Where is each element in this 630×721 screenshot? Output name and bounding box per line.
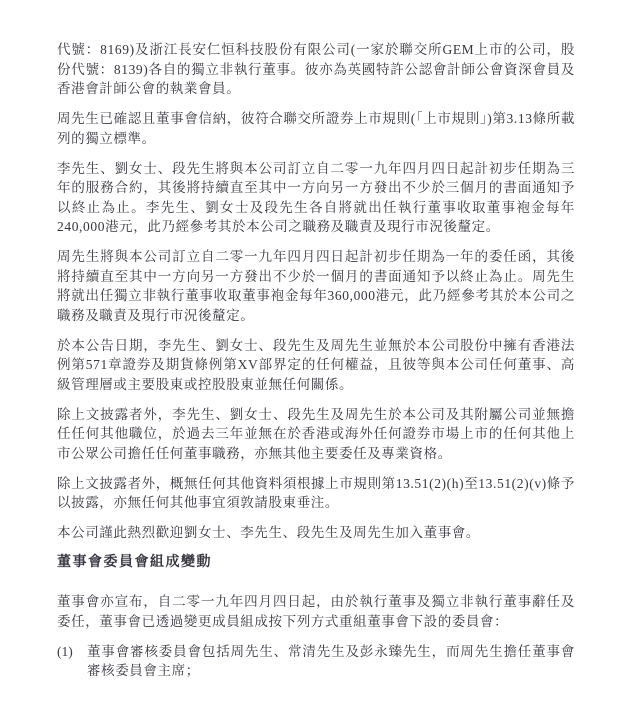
paragraph-welcome-directors: 本公司謹此熱烈歡迎劉女士、李先生、段先生及周先生加入董事會。 — [57, 525, 480, 540]
list-item-text: 董事會審核委員會包括周先生、常清先生及彭永臻先生，而周先生擔任董事會審核委員會主席； — [87, 643, 575, 678]
section-heading-board-committee-changes: 董事會委員會組成變動 — [57, 555, 212, 570]
announcement-body — [57, 40, 575, 691]
paragraph-ined-appointment-letter: 周先生將與本公司訂立自二零一九年四月四日起計初步任期為一年的委任函，其後將持續直至其中一方向另一方發出不少於一個月的書面通知予以終止為止。周先生將就出任獨立非執行董事收取董事袍金每年360,000港元，此乃經參考其於本公司之職務及職責及現行市況後釐定。 — [57, 249, 575, 323]
paragraph-no-other-disclosure: 除上文披露者外，概無任何其他資料須根據上市規則第13.51(2)(h)至13.51(2)(v)條予以披露，亦無任何其他事宜須敦請股東垂注。 — [57, 475, 575, 510]
numbered-list-item-1 — [57, 642, 575, 681]
paragraph-no-other-positions: 除上文披露者外，李先生、劉女士、段先生及周先生於本公司及其附屬公司並無擔任任何其他職位，於過去三年並無在於香港或海外任何證券市場上市的任何其他上市公眾公司擔任任何董事職務，亦無其他主要委任及專業資格。 — [57, 406, 575, 461]
paragraph-independence-confirmation: 周先生已確認且董事會信納，彼符合聯交所證券上市規則(「上市規則」)第3.13條所載列的獨立標準。 — [57, 111, 575, 146]
list-item-marker: (1) — [57, 643, 73, 659]
paragraph-continuation-directors-bio: 代號：8169)及浙江長安仁恒科技股份有限公司(一家於聯交所GEM上市的公司，股份代號：8139)各自的獨立非執行董事。彼亦為英國特許公認會計師公會資深會員及香港會計師公會的執業會員。 — [57, 42, 575, 96]
paragraph-committee-reorganisation: 董事會亦宣布，自二零一九年四月四日起，由於執行董事及獨立非執行董事辭任及委任，董事會已透過變更成員組成按下列方式重組董事會下設的委員會： — [57, 594, 575, 629]
paragraph-no-sfo-interests: 於本公告日期，李先生、劉女士、段先生及周先生並無於本公司股份中擁有香港法例第571章證券及期貨條例第XV部界定的任何權益，且彼等與本公司任何董事、高級管理層或主要股東或控股股東並無任何關係。 — [57, 337, 575, 392]
paragraph-executive-directors-service-contracts: 李先生、劉女士、段先生將與本公司訂立自二零一九年四月四日起計初步任期為三年的服務合約，其後將持續直至其中一方向另一方發出不少於三個月的書面通知予以終止為止。李先生、劉女士及段先生各自將就出任執行董事收取董事袍金每年240,000港元，此乃經參考其於本公司之職務及職責及現行市況後釐定。 — [57, 160, 575, 234]
